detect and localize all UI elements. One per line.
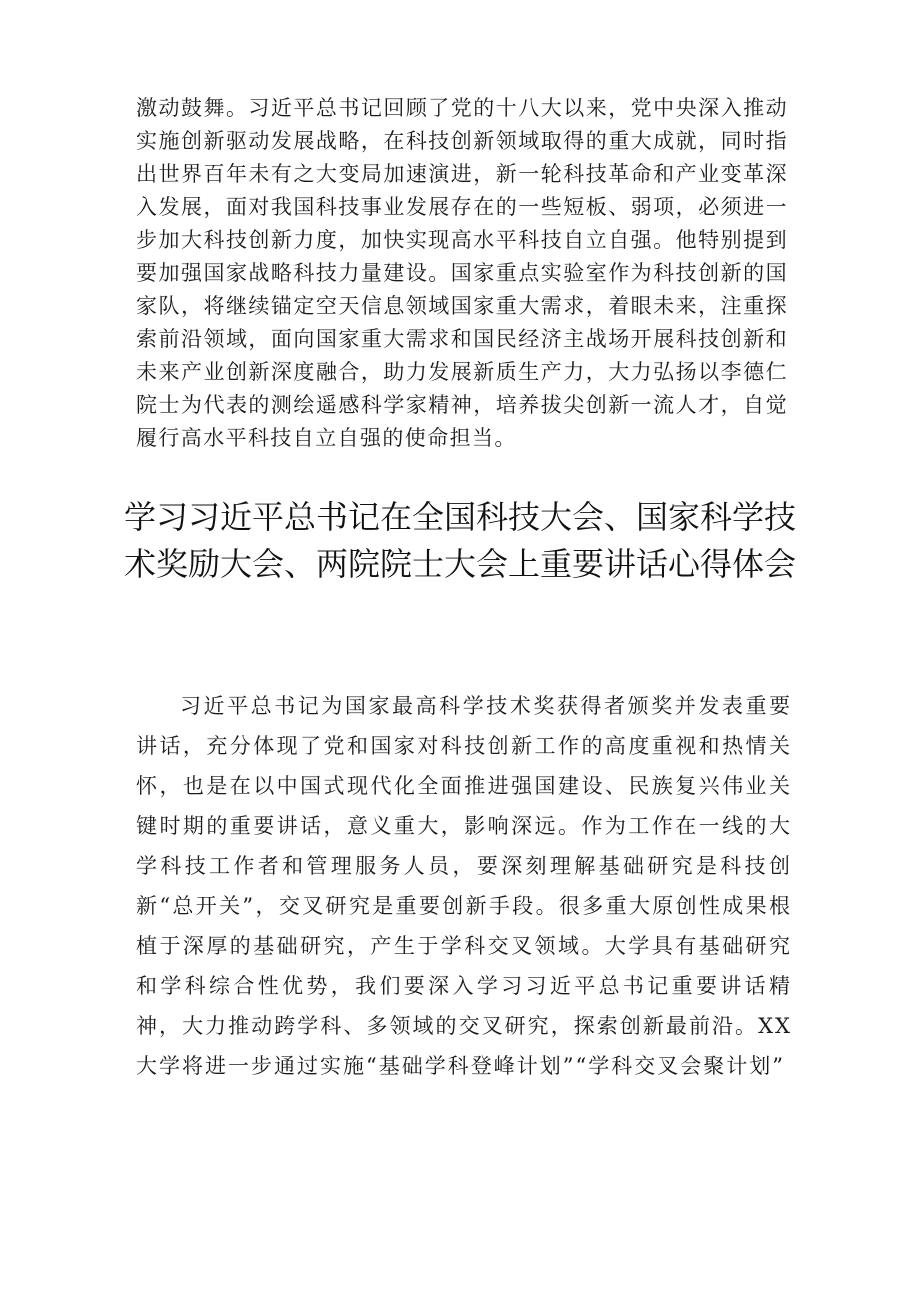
section-paragraph: 习近平总书记为国家最高科学技术奖获得者颁奖并发表重要讲话，充分体现了党和国家对科技创新工作的高度重视和热情关怀，也是在以中国式现代化全面推进强国建设、民族复兴伟业关键时期的重要讲话，意义重大，影响深远。作为工作在一线的大学科技工作者和管理服务人员，要深刻理解基础研究是科技创新“总开关”，交叉研究是重要创新手段。很多重大原创性成果根植于深厚的基础研究，产生于学科交叉领域。大学具有基础研究和学科综合性优势，我们要深入学习习近平总书记重要讲话精神，大力推动跨学科、多领域的交叉研究，探索创新最前沿。XX大学将进一步通过实施“基础学科登峰计划”“学科交叉会聚计划”	[136, 694, 792, 1078]
section-title: 学习习近平总书记在全国科技大会、国家科学技术奖励大会、两院院士大会上重要讲话心得体会	[123, 498, 796, 583]
continued-paragraph: 激动鼓舞。习近平总书记回顾了党的十八大以来，党中央深入推动实施创新驱动发展战略，在科技创新领域取得的重大成就，同时指出世界百年未有之大变局加速演进，新一轮科技革命和产业变革深入发展，面对我国科技事业发展存在的一些短板、弱项，必须进一步加大科技创新力度，加快实现高水平科技自立自强。他特别提到要加强国家战略科技力量建设。国家重点实验室作为科技创新的国家队，将继续锚定空天信息领域国家重大需求，着眼未来，注重探索前沿领域，面向国家重大需求和国民经济主战场开展科技创新和未来产业创新深度融合，助力发展新质生产力，大力弘扬以李德仁院士为代表的测绘遥感科学家精神，培养拔尖创新一流人才，自觉履行高水平科技自立自强的使命担当。	[136, 96, 788, 450]
